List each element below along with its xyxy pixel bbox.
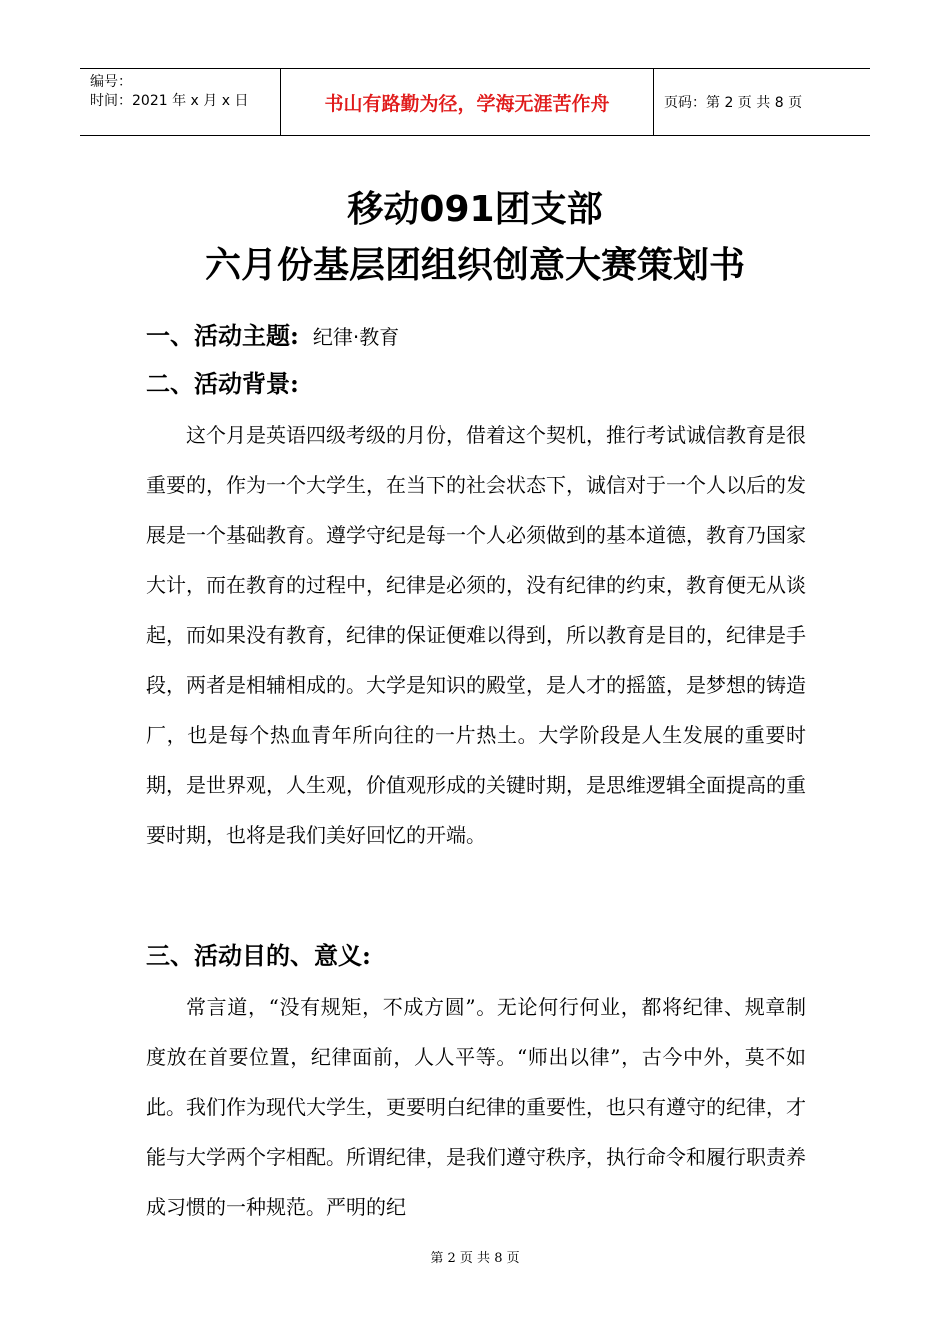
- section-heading-theme-text: 一、活动主题:: [146, 321, 299, 350]
- header-motto: 书山有路勤为径，学海无涯苦作舟: [281, 69, 654, 135]
- header-meta-cell: [80, 69, 281, 135]
- section-heading-purpose: 三、活动目的、意义:: [146, 941, 371, 970]
- document-title-line2: 六月份基层团组织创意大赛策划书: [204, 245, 745, 286]
- section-heading-background: 二、活动背景:: [146, 369, 299, 398]
- document-number-label: 编号：: [90, 74, 132, 90]
- section-heading-theme: [146, 320, 399, 353]
- page-footer: 第 2 页 共 8 页: [430, 1251, 520, 1266]
- document-title-line1: 移动091团支部: [347, 189, 603, 230]
- header-page-info: 页码：第 2 页 共 8 页: [664, 95, 803, 111]
- purpose-paragraph: 常言道，“没有规矩，不成方圆”。无论何行何业，都将纪律、规章制度放在首要位置，纪律面前，人人平等。“师出以律”，古今中外，莫不如此。我们作为现代大学生，更要明白纪律的重要性，也只有遵守的纪律，才能与大学两个字相配。所谓纪律，是我们遵守秩序，执行命令和履行职责养成习惯的一种规范。严明的纪: [146, 995, 806, 1219]
- section-theme-value: 纪律·教育: [312, 325, 400, 349]
- background-paragraph: 这个月是英语四级考级的月份，借着这个契机，推行考试诚信教育是很重要的，作为一个大学生，在当下的社会状态下，诚信对于一个人以后的发展是一个基础教育。遵学守纪是每一个人必须做到的基本道德，教育乃国家大计，而在教育的过程中，纪律是必须的，没有纪律的约束，教育便无从谈起，而如果没有教育，纪律的保证便难以得到，所以教育是目的，纪律是手段，两者是相辅相成的。大学是知识的殿堂，是人才的摇篮，是梦想的铸造厂，也是每个热血青年所向往的一片热土。大学阶段是人生发展的重要时期，是世界观，人生观，价值观形成的关键时期，是思维逻辑全面提高的重要时期，也将是我们美好回忆的开端。: [146, 423, 806, 847]
- header-table: [80, 68, 870, 136]
- document-time-label: 时间：2021 年 x 月 x 日: [90, 93, 249, 109]
